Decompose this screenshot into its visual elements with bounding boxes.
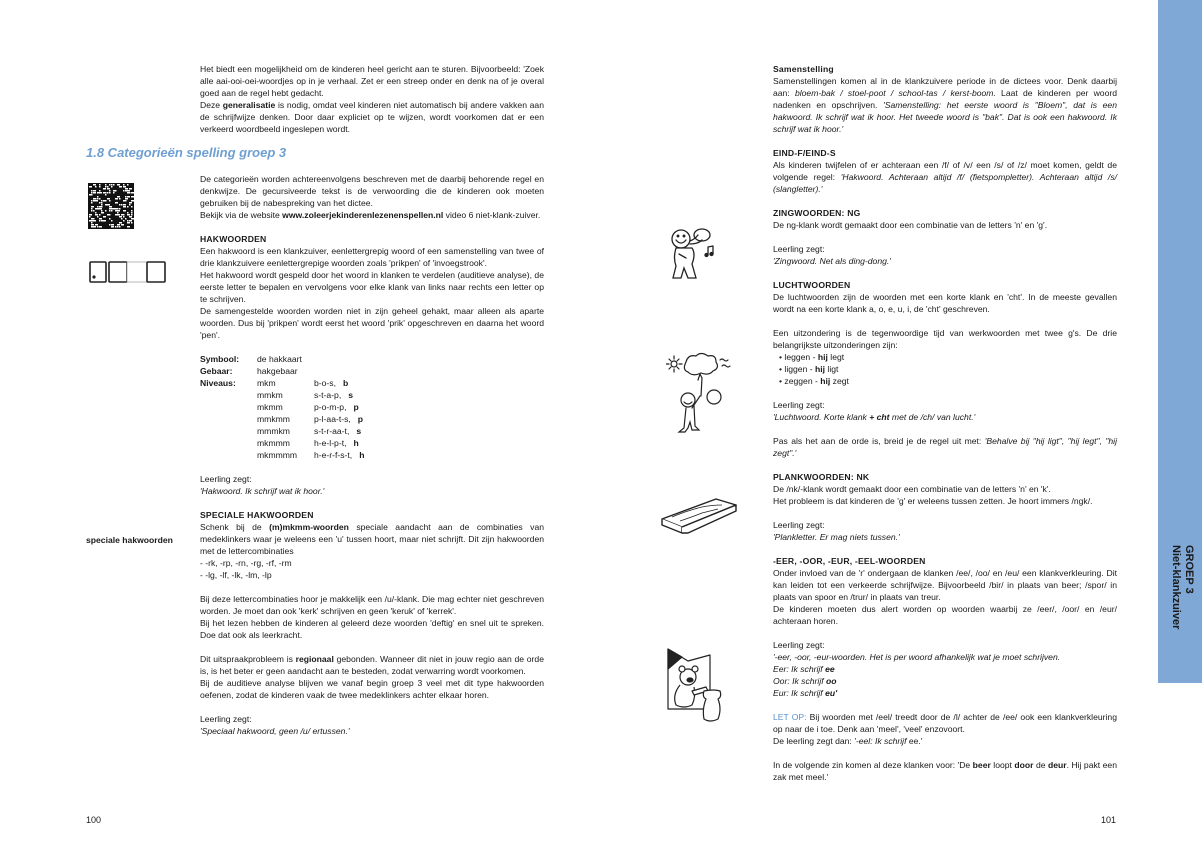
speciale-paragraph: Bij deze lettercombinaties hoor je makkelijk een /u/-klank. Die mag echter niet geschreven worden. Je moet dan ook 'kerk' schrijven en geen 'keruk' of 'kerrek'. — [200, 594, 544, 616]
niveau-row — [200, 437, 364, 449]
section-title: 1.8 Categorieën spelling groep 3 — [86, 145, 287, 160]
italic-text: Eer: Ik schrijf — [773, 664, 826, 674]
bold-term: hij — [820, 376, 831, 386]
italic-text: 'Luchtwoord. Korte klank — [773, 412, 870, 422]
text: leggen - — [784, 352, 818, 362]
niveau-row — [200, 449, 364, 461]
gebaar-value: hakgebaar — [257, 366, 298, 376]
hakwoorden-heading: HAKWOORDEN — [200, 234, 267, 244]
eind-heading: EIND-F/EIND-S — [773, 148, 836, 158]
niveau-first-letter: b — [342, 378, 349, 388]
text: ligt — [825, 364, 839, 374]
hakwoorden-paragraph: Het hakwoord wordt gespeld door het woord in klanken te verdelen (auditieve analyse), de eerste letter te bepalen en vervolgens voor elke klank van links naar rechts een letter op te schrijven. — [200, 270, 544, 304]
symbool-value: de hakkaart — [257, 354, 302, 364]
bold-italic-text: eu' — [825, 688, 838, 698]
niveau-example — [314, 449, 364, 461]
italic-text: bloem-bak / stoel-poot / school-tas / kerst-boom. — [794, 88, 996, 98]
page-number-left: 100 — [86, 815, 102, 825]
bold-term: generalisatie — [222, 100, 276, 110]
hakkaart-card-icon — [88, 260, 168, 284]
lucht-paragraph: De luchtwoorden zijn de woorden met een korte klank en 'cht'. In de meeste gevallen wordt na een korte klank a, o, e, u, i, de 'cht' geschreven. — [773, 292, 1117, 314]
exceptions-list — [773, 351, 1117, 387]
leerling-quote — [773, 411, 1117, 423]
tab-subtitle: Niet-klankzuiver — [1170, 545, 1182, 630]
eer-heading: -EER, -OOR, -EUR, -EEL-WOORDEN — [773, 556, 926, 566]
text: gebonden. Wanneer dit niet in jouw regio aan de orde is, is het beter er geen aandacht aan te besteden, zodat verwarring wordt voorkomen. — [200, 654, 544, 676]
niveau-example — [314, 389, 364, 401]
niveau-first-letter: s — [348, 390, 353, 400]
bold-term: beer — [972, 760, 991, 770]
niveau-first-letter: p — [353, 402, 359, 412]
text: de — [1033, 760, 1048, 770]
niveau-row — [200, 377, 364, 389]
niveau-spelling: s-t-a-p, — [314, 390, 342, 400]
plank-paragraph: De /nk/-klank wordt gemaakt door een combinatie van de letters 'n' en 'k'. — [773, 484, 1051, 494]
text: Deze — [200, 100, 223, 110]
exception-item — [779, 351, 1117, 363]
let-op-paragraph — [773, 735, 1117, 747]
samenstelling-heading: Samenstelling — [773, 64, 834, 74]
leerling-quote: 'Speciaal hakwoord, geen /u/ ertussen.' — [200, 726, 350, 736]
plank-heading: PLANKWOORDEN: NK — [773, 472, 870, 482]
niveau-spelling: p-l-aa-t-s, — [314, 414, 351, 424]
text: zegt — [830, 376, 849, 386]
right-page-text — [773, 63, 1117, 783]
samenstelling-paragraph — [773, 75, 1117, 135]
bold-term: deur — [1047, 760, 1067, 770]
bold-term: (m)mkmm-woorden — [269, 522, 349, 532]
text: ee.' — [906, 736, 923, 746]
page-number-right: 101 — [1101, 815, 1117, 825]
niveau-first-letter: s — [356, 426, 362, 436]
lucht-paragraph: Een uitzondering is de tegenwoordige tijd van werkwoorden met twee g's. De drie belangrijkste uitzonderingen zijn: — [773, 328, 1117, 350]
combo-line: - -rk, -rp, -rn, -rg, -rf, -rm — [200, 558, 292, 568]
leerling-quote: 'Zingwoord. Net als ding-dong.' — [773, 256, 891, 266]
intro-paragraph-2 — [200, 99, 544, 135]
niveau-row — [200, 425, 364, 437]
lucht-heading: LUCHTWOORDEN — [773, 280, 851, 290]
niveau-row — [200, 389, 364, 401]
gebaar-label: Gebaar: — [200, 366, 233, 376]
niveau-example — [314, 437, 364, 449]
text: Bij woorden met /eel/ treedt door de /l/ achter de /ee/ ook een klankverkleuring op naar de i toe. Denk aan 'meel', 'veel' enzovoort. — [773, 712, 1117, 734]
text: liggen - — [784, 364, 815, 374]
niveau-spelling: p-o-m-p, — [314, 402, 347, 412]
niveau-row — [200, 401, 364, 413]
italic-text: 'Behalve bij "hij ligt", "hij legt", "hij zegt".' — [773, 436, 1117, 458]
leerling-quote: '-eer, -oor, -eur-woorden. Het is per woord afhankelijk wat je moet schrijven. — [773, 652, 1061, 662]
leerling-quote: 'Plankletter. Er mag niets tussen.' — [773, 532, 900, 542]
website-line — [200, 209, 544, 221]
niveau-first-letter: p — [357, 414, 364, 424]
leerling-quote — [773, 675, 1117, 687]
wooden-plank-icon — [660, 495, 740, 537]
text: Laat de kinderen per woord nadenken en opschrijven. — [773, 88, 1117, 110]
categories-paragraph: De categorieën worden achtereenvolgens beschreven met de daarbij behorende regel en denkwijze. De gecursiveerde tekst is de verwoording die de kinderen ook moeten gebruiken bij de nabespreking van het dictee. — [200, 174, 544, 208]
niveau-pattern: mmmkm — [257, 426, 290, 436]
website-link[interactable]: www.zoleerjekinderenlezenenspellen.nl — [282, 210, 444, 220]
leerling-label: Leerling zegt: — [773, 244, 825, 254]
qr-code-icon[interactable] — [88, 183, 134, 229]
chapter-side-tab-label — [1159, 545, 1201, 645]
bold-term: hij — [817, 352, 828, 362]
intro-text — [200, 63, 544, 135]
text: Als kinderen twijfelen of er achteraan een /f/ of /v/ een /s/ of /z/ moet komen, geldt de volgende regel: — [773, 160, 1117, 182]
zing-paragraph: De ng-klank wordt gemaakt door een combinatie van de letters 'n' en 'g'. — [773, 220, 1048, 230]
bold-term: door — [1014, 760, 1034, 770]
niveau-row — [200, 413, 364, 425]
singing-figure-icon — [664, 222, 720, 286]
niveau-example — [314, 425, 364, 437]
niveau-example — [314, 401, 364, 413]
speciale-paragraph: Bij het lezen hebben de kinderen al geleerd deze woorden 'deftig' en snel uit te spreken. Doe dat ook als leerkracht. — [200, 618, 544, 640]
italic-text: Oor: Ik schrijf — [773, 676, 827, 686]
leerling-quote — [773, 663, 1117, 675]
zing-heading: ZINGWOORDEN: NG — [773, 208, 861, 218]
niveau-spelling: b-o-s, — [314, 378, 336, 388]
speciale-side-label: speciale hakwoorden — [86, 535, 173, 545]
speciale-paragraph — [200, 653, 544, 677]
italic-text: '-eel: Ik schrijf — [854, 736, 907, 746]
italic-text: 'Hakwoord. Achteraan altijd /f/ (fietspompletter). Achteraan altijd /s/ (slangletter).' — [773, 172, 1118, 194]
pointing-figure-cloud-icon — [666, 352, 736, 437]
bold-italic-text: + cht — [869, 412, 890, 422]
exception-item — [779, 363, 1117, 375]
italic-text: 'Samenstelling: het eerste woord is "Bloem", dat is een hakwoord. Ik schrijf wat ik hoor. Het tweede woord is "bak". Dat is ook een hakwoord. Ik schrijf wat ik hoor.' — [773, 100, 1117, 134]
text: loopt — [990, 760, 1015, 770]
niveau-example — [314, 413, 364, 425]
niveau-pattern: mkmmm — [257, 438, 290, 448]
leerling-label: Leerling zegt: — [200, 714, 252, 724]
text: Dit uitspraakprobleem is — [200, 654, 296, 664]
hakwoorden-info-table — [200, 353, 364, 461]
bold-italic-text: ee — [825, 664, 835, 674]
leerling-label: Leerling zegt: — [773, 520, 825, 530]
eer-paragraph: Onder invloed van de 'r' ondergaan de klanken /ee/, /oo/ en /eu/ een klankverkleuring. Dit kan leiden tot een verkeerde schrijfwijze. Bijvoorbeeld /bir/ in plaats van beer; /spor/ in plaats van spoor en /trur/ in plaats van treur. — [773, 568, 1117, 602]
leerling-label: Leerling zegt: — [773, 400, 825, 410]
niveau-spelling: h-e-r-f-s-t, — [314, 450, 353, 460]
niveau-pattern: mkm — [257, 378, 276, 388]
bold-term: hij — [814, 364, 826, 374]
categories-text — [200, 173, 544, 737]
text: Bekijk via de website — [200, 210, 283, 220]
speciale-heading: SPECIALE HAKWOORDEN — [200, 510, 314, 520]
let-op-label: LET OP: — [773, 712, 807, 722]
tab-title: GROEP 3 — [1183, 545, 1195, 594]
speciale-paragraph: Bij de auditieve analyse blijven we vanaf begin groep 3 veel met dit type hakwoorden oefenen, zodat de kinderen vaak de twee medeklinkers achter elkaar horen. — [200, 678, 544, 700]
niveau-pattern: mkmmmm — [257, 450, 298, 460]
niveau-pattern: mkmm — [257, 402, 283, 412]
niveau-spelling: s-t-r-aa-t, — [314, 426, 350, 436]
text: legt — [827, 352, 845, 362]
niveau-pattern: mmkm — [257, 390, 283, 400]
bold-italic-text: oo — [826, 676, 837, 686]
symbool-label: Symbool: — [200, 354, 240, 364]
niveau-pattern: mmkmm — [257, 414, 290, 424]
text: Samenstellingen komen al in de klankzuivere periode in de dictees voor. Denk daarbij aan: — [773, 76, 1117, 98]
hakwoorden-paragraph: Een hakwoord is een klankzuiver, eenlettergrepig woord of een samenstelling van twee of drie klankzuivere eenlettergrepige woorden zoals 'prikpen' of 'invoegstrook'. — [200, 246, 544, 268]
text: In de volgende zin komen al deze klanken voor: 'De — [773, 760, 973, 770]
leerling-label: Leerling zegt: — [773, 640, 825, 650]
hakwoorden-paragraph: De samengestelde woorden worden niet in zijn geheel gehakt, maar alleen als aparte woorden. Dus bij 'prikpen' wordt eerst het woord 'prik' opgeschreven en daarna het woord 'pen'. — [200, 306, 544, 340]
niveau-first-letter: h — [359, 450, 365, 460]
text: video 6 niet-klank-zuiver. — [443, 210, 541, 220]
speciale-paragraph — [200, 521, 544, 557]
niveau-example — [314, 377, 364, 389]
niveaus-label: Niveaus: — [200, 378, 236, 388]
leerling-quote: 'Hakwoord. Ik schrijf wat ik hoor.' — [200, 486, 325, 496]
text: Schenk bij de — [200, 522, 270, 532]
bold-term: regionaal — [295, 654, 334, 664]
plank-paragraph: Het probleem is dat kinderen de 'g' er weleens tussen zetten. Je hoort immers /ngk/. — [773, 496, 1093, 506]
let-op-paragraph — [773, 711, 1117, 735]
leerling-label: Leerling zegt: — [200, 474, 252, 484]
intro-paragraph-1: Het biedt een mogelijkheid om de kinderen heel gericht aan te sturen. Bijvoorbeeld: 'Zoek alle aai-ooi-oei-woordjes op in je verhaal. Zet er een streep onder en denk na of je overal goed aan de regel hebt gedacht. — [200, 64, 544, 98]
italic-text: Eur: Ik schrijf — [773, 688, 826, 698]
exception-item — [779, 375, 1117, 387]
bear-in-door-icon — [666, 647, 726, 723]
leerling-quote — [773, 687, 1117, 699]
text: is nodig, omdat veel kinderen niet automatisch bij andere vakken aan de schrijfwijze denken. Door daar expliciet op te wijzen, wordt voorkomen dat er een verkeerd woordbeeld ingeslepen wordt. — [200, 100, 544, 134]
text: zeggen - — [784, 376, 821, 386]
lucht-paragraph — [773, 435, 1117, 459]
niveau-spelling: h-e-l-p-t, — [314, 438, 347, 448]
text: speciale aandacht aan de combinaties van medeklinkers waar je weleens een 'u' tussen hoort, maar niet schrijft. Dit zijn hakwoorden met de lettercombinaties — [200, 522, 545, 556]
text: Pas als het aan de orde is, breid je de regel uit met: — [773, 436, 985, 446]
text: . Hij pakt een zak met meel.' — [773, 760, 1117, 782]
combo-line: - -lg, -lf, -lk, -lm, -lp — [200, 570, 272, 580]
italic-text: met de /ch/ van lucht.' — [889, 412, 976, 422]
final-sentence — [773, 759, 1117, 783]
eer-paragraph: De kinderen moeten dus alert worden op woorden waarbij ze /eer/, /oor/ en /eur/ achteraan horen. — [773, 604, 1117, 626]
eind-paragraph — [773, 159, 1117, 195]
text: De leerling zegt dan: — [773, 736, 855, 746]
niveau-first-letter: h — [353, 438, 359, 448]
